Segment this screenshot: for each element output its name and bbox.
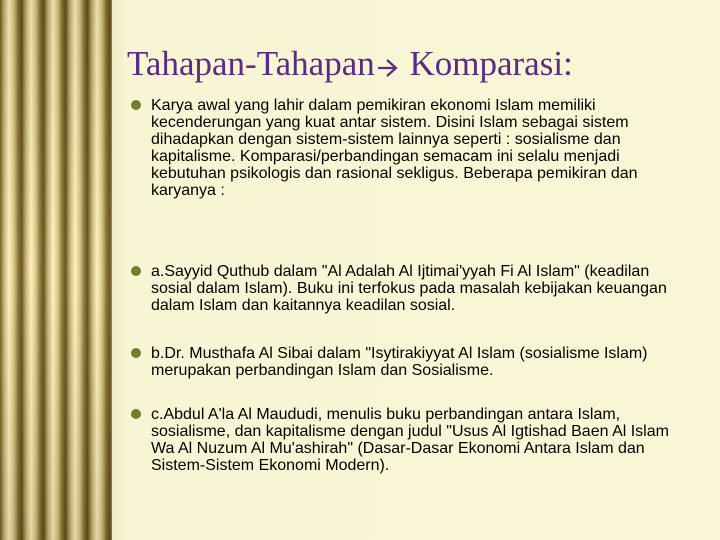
bullet-dot-icon [131,266,141,276]
bullet-dot-icon [131,409,141,419]
title-part-1: Tahapan-Tahapan [127,44,375,83]
slide-title [127,44,573,87]
bullet-dot-icon [131,100,141,110]
list-item-text: c.Abdul A'la Al Maududi, menulis buku perbandingan antara Islam, sosialisme, dan kapitalisme dengan judul "Usus Al Igtishad Baen Al Islam Wa Al Nuzum Al Mu'ashirah" (Dasar-Dasar Ekonomi Antara Islam dan Sistem-Sistem Ekonomi Modern). [151,406,669,474]
title-colon: : [563,44,573,83]
list-item-text: Karya awal yang lahir dalam pemikiran ekonomi Islam memiliki kecenderungan yang kuat antar sistem. Disini Islam sebagai sistem dihadapkan dengan sistem-sistem lainnya seperti : sosialisme dan kapitalisme. Komparasi/perbandingan semacam ini selalu menjadi kebutuhan psikologis dan rasional sekligus. Beberapa pemikiran dan karyanya : [151,97,638,199]
list-item-text: b.Dr. Musthafa Al Sibai dalam "Isytirakiyyat Al Islam (sosialisme Islam) merupakan perbandingan Islam dan Sosialisme. [151,345,648,379]
list-item-text: a.Sayyid Quthub dalam "Al Adalah Al Ijtimai'yyah Fi Al Islam" (keadilan sosial dalam Islam). Buku ini terfokus pada masalah kebijakan keuangan dalam Islam dan kaitannya keadilan sosial. [151,263,667,314]
right-arrow-icon [377,47,399,87]
decorative-shade [0,0,112,540]
bullet-dot-icon [131,348,141,358]
title-part-2: Komparasi [400,44,564,83]
